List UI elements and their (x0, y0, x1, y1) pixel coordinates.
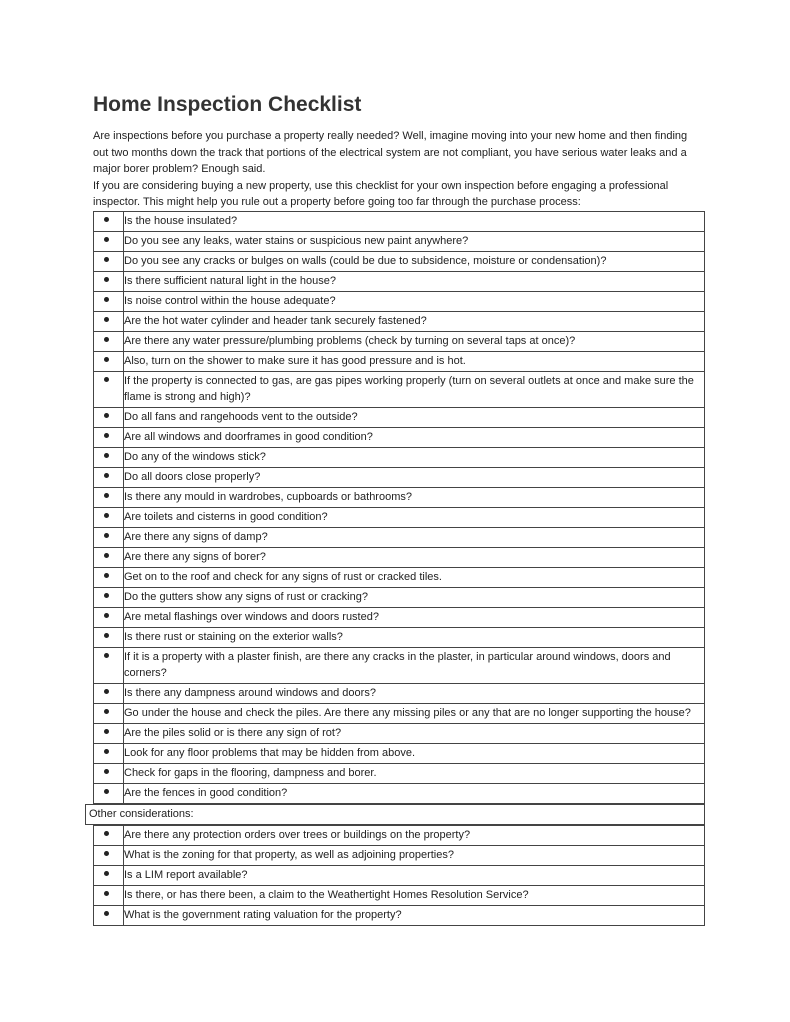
checklist-row (94, 547, 705, 567)
bullet-icon (104, 237, 109, 242)
checklist-item-text: Are there any protection orders over trees or buildings on the property? (124, 825, 705, 845)
checklist-row (94, 683, 705, 703)
bullet-cell (94, 291, 124, 311)
bullet-cell (94, 231, 124, 251)
checklist-row (94, 905, 705, 925)
page-title: Home Inspection Checklist (93, 93, 362, 116)
checklist-item-text: Do you see any leaks, water stains or suspicious new paint anywhere? (124, 231, 705, 251)
checklist-row (94, 467, 705, 487)
other-considerations-header (85, 804, 705, 825)
checklist-item-text: What is the zoning for that property, as well as adjoining properties? (124, 845, 705, 865)
bullet-icon (104, 891, 109, 896)
bullet-cell (94, 447, 124, 467)
bullet-cell (94, 507, 124, 527)
bullet-cell (94, 487, 124, 507)
checklist-row (94, 783, 705, 803)
bullet-icon (104, 871, 109, 876)
bullet-icon (104, 769, 109, 774)
bullet-cell (94, 763, 124, 783)
bullet-icon (104, 377, 109, 382)
bullet-cell (94, 647, 124, 683)
checklist-row (94, 865, 705, 885)
checklist-item-text: Are metal flashings over windows and doors rusted? (124, 607, 705, 627)
checklist-item-text: Are there any signs of borer? (124, 547, 705, 567)
bullet-icon (104, 911, 109, 916)
checklist-row (94, 703, 705, 723)
bullet-icon (104, 851, 109, 856)
checklist-row (94, 647, 705, 683)
checklist-item-text: Is there sufficient natural light in the house? (124, 271, 705, 291)
bullet-icon (104, 513, 109, 518)
checklist-item-text: Do all fans and rangehoods vent to the outside? (124, 407, 705, 427)
checklist-row (94, 723, 705, 743)
checklist-row (94, 845, 705, 865)
bullet-icon (104, 277, 109, 282)
bullet-icon (104, 533, 109, 538)
bullet-cell (94, 567, 124, 587)
checklist-item-text: Are there any water pressure/plumbing problems (check by turning on several taps at once)? (124, 331, 705, 351)
bullet-cell (94, 683, 124, 703)
checklist-row (94, 763, 705, 783)
checklist-item-text: Do any of the windows stick? (124, 447, 705, 467)
bullet-cell (94, 845, 124, 865)
bullet-icon (104, 573, 109, 578)
checklist-row (94, 447, 705, 467)
checklist-row (94, 487, 705, 507)
bullet-cell (94, 527, 124, 547)
bullet-icon (104, 553, 109, 558)
checklist-row (94, 311, 705, 331)
checklist-row (94, 251, 705, 271)
checklist-table (93, 211, 705, 804)
bullet-icon (104, 453, 109, 458)
bullet-icon (104, 217, 109, 222)
checklist-item-text: Is the house insulated? (124, 211, 705, 231)
bullet-cell (94, 407, 124, 427)
intro (93, 128, 705, 211)
bullet-icon (104, 317, 109, 322)
bullet-icon (104, 653, 109, 658)
checklist-item-text: Look for any floor problems that may be hidden from above. (124, 743, 705, 763)
checklist-item-text: Also, turn on the shower to make sure it has good pressure and is hot. (124, 351, 705, 371)
bullet-icon (104, 257, 109, 262)
bullet-icon (104, 593, 109, 598)
bullet-icon (104, 709, 109, 714)
checklist-row (94, 427, 705, 447)
bullet-icon (104, 297, 109, 302)
other-considerations-label: Other considerations: (86, 804, 705, 824)
bullet-cell (94, 723, 124, 743)
checklist-row (94, 527, 705, 547)
bullet-icon (104, 633, 109, 638)
checklist-item-text: Is a LIM report available? (124, 865, 705, 885)
bullet-icon (104, 433, 109, 438)
checklist-row (94, 885, 705, 905)
bullet-cell (94, 331, 124, 351)
bullet-cell (94, 251, 124, 271)
bullet-cell (94, 825, 124, 845)
checklist-item-text: Are all windows and doorframes in good condition? (124, 427, 705, 447)
bullet-icon (104, 729, 109, 734)
checklist-row (94, 291, 705, 311)
checklist-item-text: Do all doors close properly? (124, 467, 705, 487)
bullet-icon (104, 613, 109, 618)
bullet-icon (104, 493, 109, 498)
bullet-cell (94, 627, 124, 647)
bullet-cell (94, 427, 124, 447)
checklist-row (94, 607, 705, 627)
checklist-item-text: Are the hot water cylinder and header tank securely fastened? (124, 311, 705, 331)
checklist-item-text: Is there any dampness around windows and doors? (124, 683, 705, 703)
bullet-icon (104, 413, 109, 418)
checklist-item-text: Is there, or has there been, a claim to the Weathertight Homes Resolution Service? (124, 885, 705, 905)
checklist-row (94, 825, 705, 845)
checklist-item-text: Are the fences in good condition? (124, 783, 705, 803)
bullet-cell (94, 783, 124, 803)
checklist-row (94, 271, 705, 291)
checklist-row (94, 371, 705, 407)
bullet-cell (94, 351, 124, 371)
checklist-row (94, 351, 705, 371)
bullet-icon (104, 749, 109, 754)
bullet-cell (94, 371, 124, 407)
bullet-cell (94, 587, 124, 607)
checklist-item-text: What is the government rating valuation for the property? (124, 905, 705, 925)
bullet-cell (94, 885, 124, 905)
document-page (89, 92, 705, 926)
bullet-cell (94, 211, 124, 231)
checklist-item-text: Are there any signs of damp? (124, 527, 705, 547)
intro-paragraph-1: Are inspections before you purchase a property really needed? Well, imagine moving into your new home and then finding out two months down the track that portions of the electrical system are not compliant, you have serious water leaks and a major borer problem? Enough said. (93, 130, 688, 175)
checklist-row (94, 331, 705, 351)
checklist-item-text: Do the gutters show any signs of rust or cracking? (124, 587, 705, 607)
checklist-item-text: Get on to the roof and check for any signs of rust or cracked tiles. (124, 567, 705, 587)
bullet-cell (94, 547, 124, 567)
bullet-icon (104, 357, 109, 362)
bullet-cell (94, 865, 124, 885)
bullet-cell (94, 271, 124, 291)
checklist-row (94, 587, 705, 607)
bullet-cell (94, 743, 124, 763)
bullet-icon (104, 337, 109, 342)
bullet-icon (104, 689, 109, 694)
checklist-row (94, 507, 705, 527)
checklist-row (94, 627, 705, 647)
bullet-icon (104, 473, 109, 478)
bullet-cell (94, 703, 124, 723)
checklist-row (94, 407, 705, 427)
checklist-item-text: If the property is connected to gas, are gas pipes working properly (turn on several outlets at once and make sure the flame is strong and high)? (124, 371, 705, 407)
checklist-item-text: If it is a property with a plaster finish, are there any cracks in the plaster, in particular around windows, doors and corners? (124, 647, 705, 683)
checklist-row (94, 567, 705, 587)
checklist-row (94, 211, 705, 231)
bullet-icon (104, 789, 109, 794)
checklist-item-text: Are the piles solid or is there any sign of rot? (124, 723, 705, 743)
bullet-cell (94, 607, 124, 627)
bullet-cell (94, 311, 124, 331)
bullet-cell (94, 905, 124, 925)
checklist-item-text: Are toilets and cisterns in good condition? (124, 507, 705, 527)
bullet-cell (94, 467, 124, 487)
bullet-icon (104, 831, 109, 836)
checklist-item-text: Is noise control within the house adequate? (124, 291, 705, 311)
checklist-item-text: Do you see any cracks or bulges on walls (could be due to subsidence, moisture or condensation)? (124, 251, 705, 271)
checklist-item-text: Is there any mould in wardrobes, cupboards or bathrooms? (124, 487, 705, 507)
checklist-item-text: Check for gaps in the flooring, dampness and borer. (124, 763, 705, 783)
intro-paragraph-2: If you are considering buying a new property, use this checklist for your own inspection before engaging a professional inspector. This might help you rule out a property before going too far through the purchase process: (93, 179, 669, 208)
checklist-item-text: Is there rust or staining on the exterior walls? (124, 627, 705, 647)
other-considerations-table (93, 825, 705, 926)
checklist-item-text: Go under the house and check the piles. Are there any missing piles or any that are no longer supporting the house? (124, 703, 705, 723)
checklist-row (94, 743, 705, 763)
checklist-row (94, 231, 705, 251)
